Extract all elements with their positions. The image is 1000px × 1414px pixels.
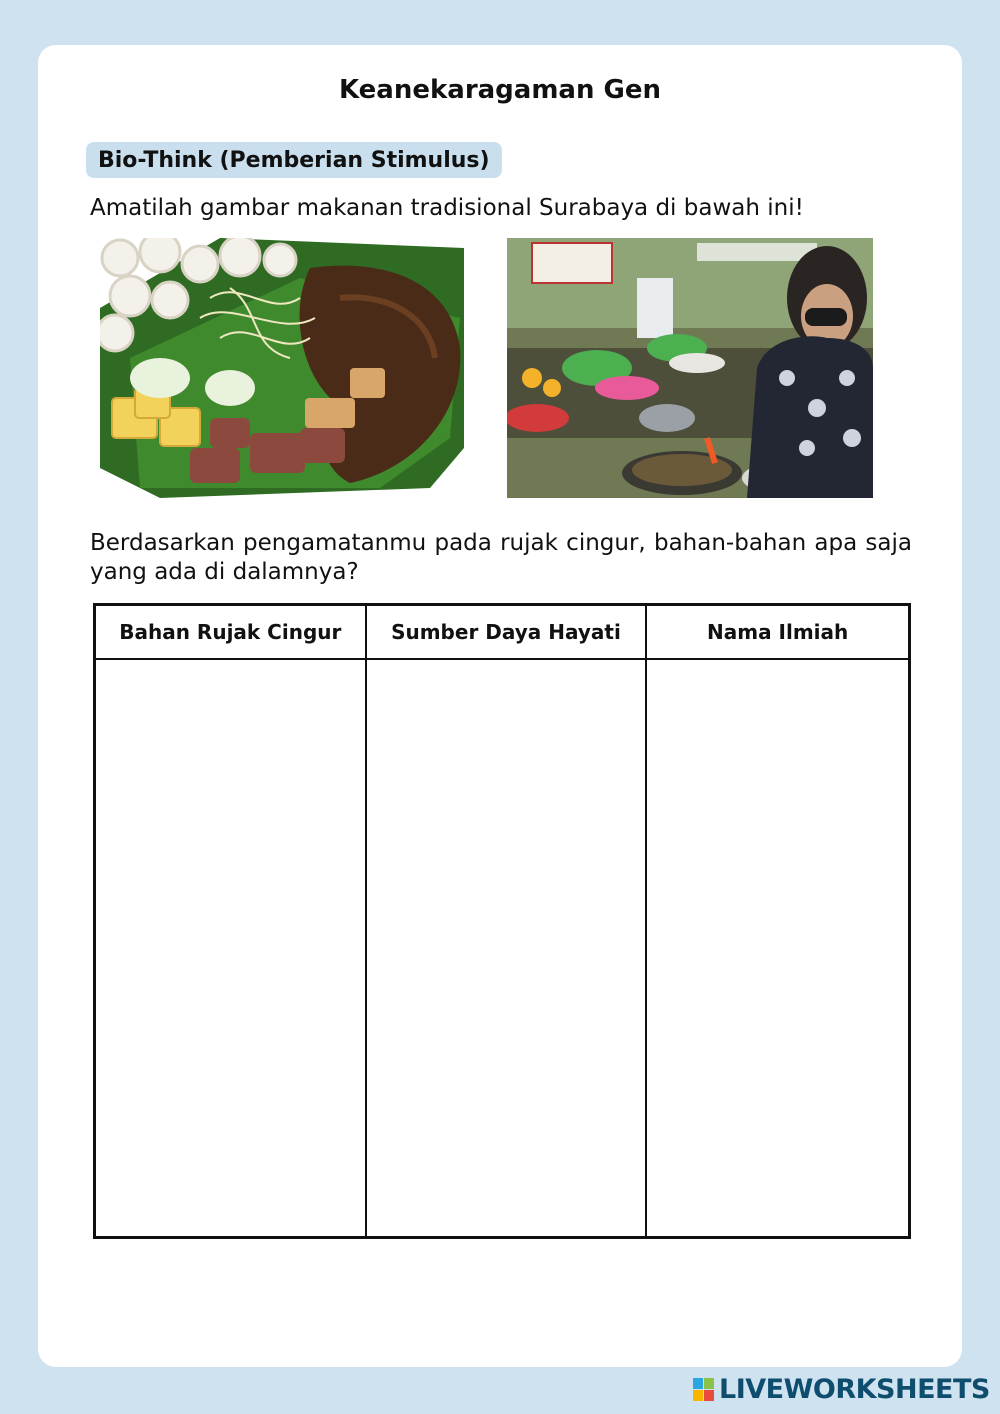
answer-cell-sumber[interactable] <box>366 659 647 1238</box>
rujak-cingur-photo <box>100 238 464 498</box>
answer-table <box>93 603 911 1239</box>
table-row <box>95 659 910 1238</box>
answer-cell-bahan[interactable] <box>95 659 366 1238</box>
liveworksheets-icon <box>693 1378 715 1402</box>
worksheet-page <box>38 45 962 1367</box>
market-vendor-photo <box>507 238 873 498</box>
question-text: Berdasarkan pengamatanmu pada rujak cingur, bahan-bahan apa saja yang ada di dalamnya? <box>90 530 912 585</box>
instruction-text: Amatilah gambar makanan tradisional Surabaya di bawah ini! <box>90 195 804 221</box>
column-header-bahan: Bahan Rujak Cingur <box>95 605 366 660</box>
section-badge: Bio-Think (Pemberian Stimulus) <box>86 142 502 178</box>
table-header-row <box>95 605 910 660</box>
answer-cell-nama-ilmiah[interactable] <box>646 659 909 1238</box>
liveworksheets-logo <box>693 1374 990 1405</box>
page-title: Keanekaragaman Gen <box>338 75 662 105</box>
column-header-nama-ilmiah: Nama Ilmiah <box>646 605 909 660</box>
brand-name: LIVEWORKSHEETS <box>719 1374 990 1405</box>
column-header-sumber: Sumber Daya Hayati <box>366 605 647 660</box>
